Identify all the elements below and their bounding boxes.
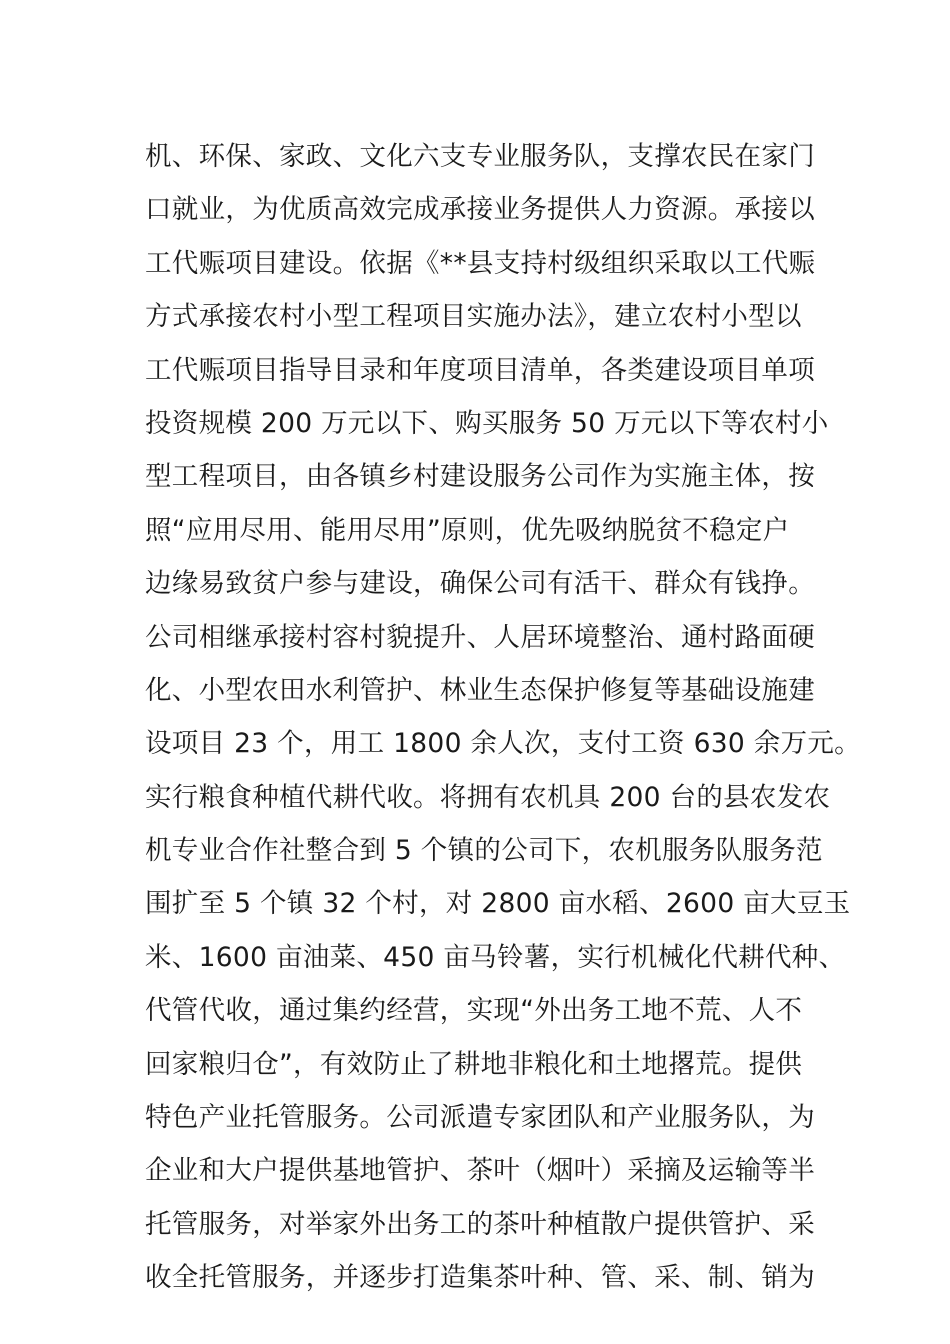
text-line: 照“应用尽用、能用尽用”原则，优先吸纳脱贫不稳定户 (145, 514, 790, 546)
text-line: 工代赈项目建设。依据《**县支持村级组织采取以工代赈 (145, 247, 816, 279)
text-line: 设项目 23 个，用工 1800 余人次，支付工资 630 余万元。 (145, 728, 861, 760)
text-line: 工代赈项目指导目录和年度项目清单，各类建设项目单项 (145, 354, 815, 386)
text-line: 围扩至 5 个镇 32 个村，对 2800 亩水稻、2600 亩大豆玉 (145, 888, 851, 920)
text-line: 收全托管服务，并逐步打造集茶叶种、管、采、制、销为 (145, 1262, 815, 1294)
text-line: 企业和大户提供基地管护、茶叶（烟叶）采摘及运输等半 (145, 1155, 815, 1187)
text-line: 化、小型农田水利管护、林业生态保护修复等基础设施建 (145, 674, 815, 706)
text-line: 边缘易致贫户参与建设，确保公司有活干、群众有钱挣。 (145, 568, 815, 600)
text-line: 实行粮食种植代耕代收。将拥有农机具 200 台的县农发农 (145, 781, 831, 813)
text-line: 公司相继承接村容村貌提升、人居环境整治、通村路面硬 (145, 621, 815, 653)
body-paragraph (145, 130, 861, 1305)
text-line: 投资规模 200 万元以下、购买服务 50 万元以下等农村小 (145, 407, 829, 439)
text-line: 方式承接农村小型工程项目实施办法》，建立农村小型以 (145, 301, 802, 333)
text-line: 机、环保、家政、文化六支专业服务队，支撑农民在家门 (145, 141, 815, 172)
text-line: 代管代收，通过集约经营，实现“外出务工地不荒、人不 (145, 995, 803, 1027)
text-line: 米、1600 亩油菜、450 亩马铃薯，实行机械化代耕代种、 (145, 941, 846, 973)
text-line: 口就业，为优质高效完成承接业务提供人力资源。承接以 (145, 194, 815, 226)
text-line: 机专业合作社整合到 5 个镇的公司下，农机服务队服务范 (145, 835, 823, 867)
text-line: 特色产业托管服务。公司派遣专家团队和产业服务队，为 (145, 1102, 815, 1134)
text-line: 型工程项目，由各镇乡村建设服务公司作为实施主体，按 (145, 461, 815, 493)
text-line: 托管服务，对举家外出务工的茶叶种植散户提供管护、采 (145, 1208, 815, 1240)
text-line: 回家粮归仓”，有效防止了耕地非粮化和土地撂荒。提供 (145, 1048, 803, 1080)
